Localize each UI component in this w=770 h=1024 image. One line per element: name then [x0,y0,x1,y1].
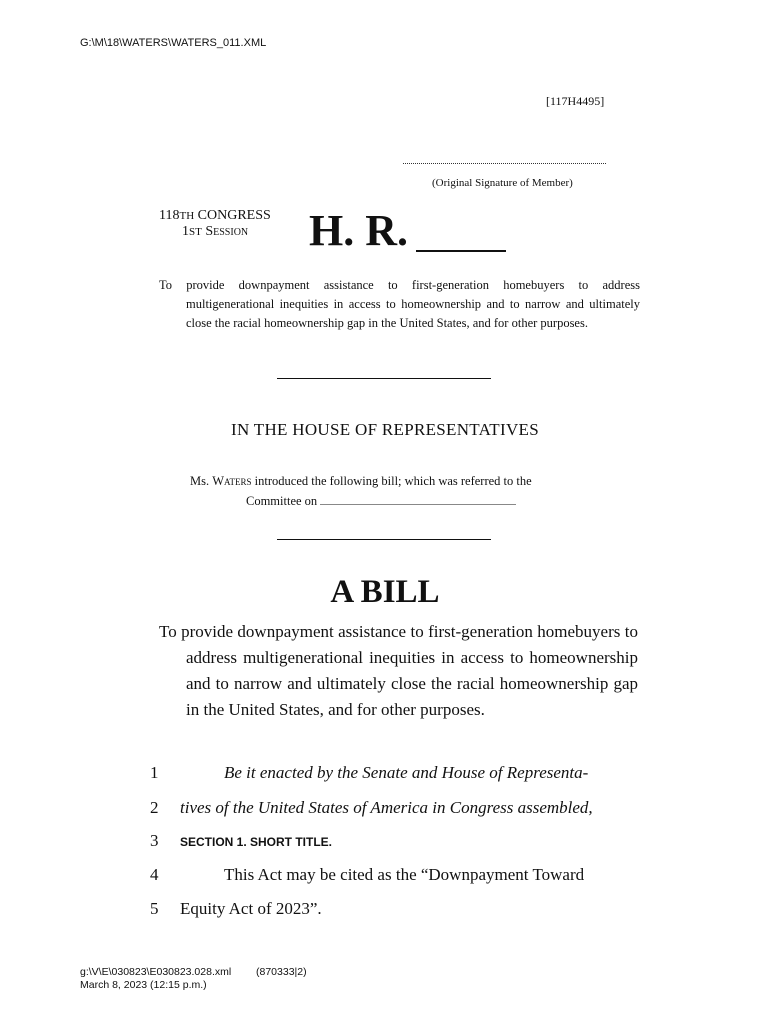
session-line [159,224,271,240]
committee-label: Committee on [246,494,318,508]
line-text: This Act may be cited as the “Downpayment Toward [224,865,585,884]
signature-caption: (Original Signature of Member) [432,177,573,189]
introduction-text: introduced the following bill; which was referred to the [254,474,532,488]
footer-xml-path: g:\V\E\030823\E030823.028.xml [80,966,232,978]
session-suffix: ST [189,226,202,238]
line-number: 5 [150,899,159,918]
introduction [190,471,610,511]
sponsor-prefix: Ms. [190,474,210,488]
session-number: 1 [182,224,189,239]
bill-line [150,828,612,854]
sponsor-name: Waters [212,474,252,488]
line-text: Equity Act of 2023”. [180,899,322,918]
line-number: 2 [150,798,159,817]
bill-line [150,760,612,786]
line-number: 4 [150,865,159,884]
line-number: 3 [150,831,159,850]
section-heading: SECTION 1. SHORT TITLE. [180,835,333,849]
committee-blank [320,492,516,505]
divider-top [277,378,491,379]
congress-number: 118 [159,208,180,223]
congress-session-block [159,208,271,240]
introduction-line-2 [190,491,610,511]
file-path: G:\M\18\WATERS\WATERS_011.XML [80,37,267,49]
purpose-short: To provide downpayment assistance to first-generation homebuyers to address multigenerational inequities in access to homeownership and to narrow and ultimately close the racial homeownership gap in the United States, and for other purposes. [159,278,640,330]
footer-info [80,966,231,992]
footer-date: March 8, 2023 (12:15 p.m.) [80,979,207,991]
a-bill-heading: A BILL [330,574,440,610]
congress-label: CONGRESS [197,208,271,223]
document-number: [117H4495] [546,94,605,108]
bill-line [150,896,612,922]
house-heading: IN THE HOUSE OF REPRESENTATIVES [231,420,539,439]
congress-line [159,208,271,224]
session-label: Session [205,224,249,239]
line-number: 1 [150,763,159,782]
introduction-line-1 [190,471,610,491]
divider-bottom [277,539,491,540]
bill-line [150,795,612,821]
footer-code: (870333|2) [256,966,307,978]
bill-label: H. R. [309,206,408,255]
line-text: Be it enacted by the Senate and House of Representa- [224,763,589,782]
line-text: tives of the United States of America in Congress assembled, [180,798,593,817]
purpose-full: To provide downpayment assistance to first-generation homebuyers to address multigenerational inequities in access to homeownership and to narrow and ultimately close the racial homeownership gap in the United States, and for other purposes. [159,622,638,719]
congress-number-suffix: TH [179,210,195,222]
bill-number-blank [416,250,506,252]
signature-line [403,163,606,164]
bill-line [150,862,612,888]
